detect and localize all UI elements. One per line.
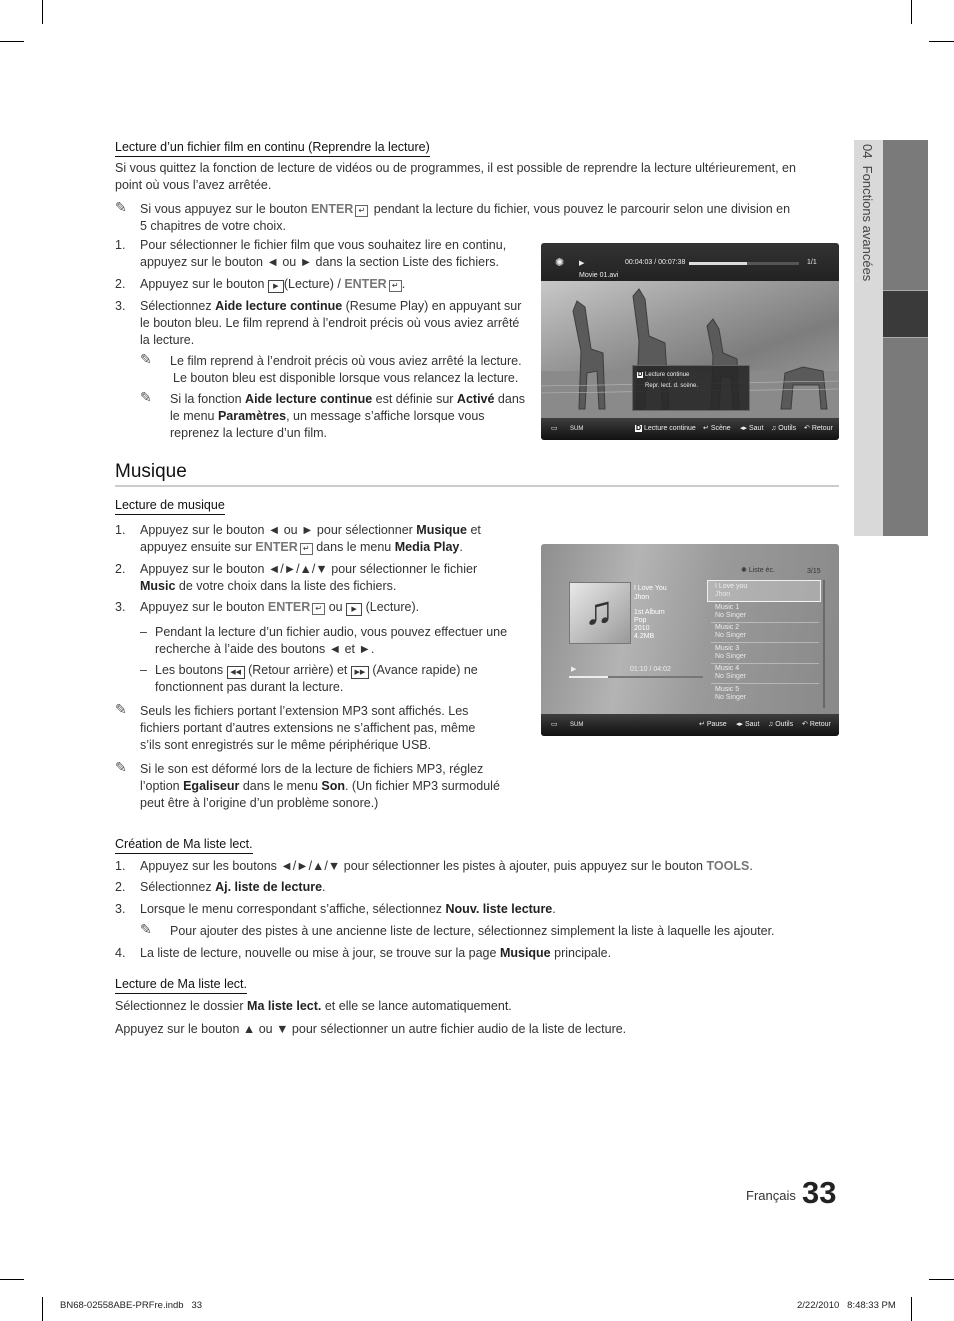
pause-button-legend[interactable]: ↵ Pause — [699, 721, 727, 728]
tools-button-legend[interactable]: ♫ Outils — [771, 425, 797, 432]
list-label: ✺ Liste éc. — [741, 567, 775, 574]
note-pencil-icon: ✎ — [115, 701, 127, 717]
step-number: 2. — [115, 277, 126, 291]
music-list-item-artist: No Singer — [715, 673, 747, 680]
return-button-legend[interactable]: ↶ Retour — [802, 721, 831, 728]
step-2: Appuyez sur le bouton ▶ (Lecture) / ENTER ↵ . — [140, 277, 406, 291]
section-heading-play-playlist: Lecture de Ma liste lect. — [115, 976, 247, 994]
note-equalizer: Si le son est déformé lors de la lecture de fichiers MP3, réglez l’option Egaliseur dans le menu Son. (Un fichier MP3 surmodulé peut être à l’origine d’un problème sonore.) — [140, 762, 500, 810]
music-list-item-artist: No Singer — [715, 693, 747, 701]
page-number: 33 — [802, 1175, 837, 1210]
list-separator — [711, 663, 819, 664]
step-number: 2. — [115, 880, 126, 894]
step-number: 3. — [115, 299, 126, 313]
video-time: 00:04:03 / 00:07:38 — [625, 259, 686, 266]
list-scrollbar[interactable] — [823, 580, 825, 708]
music-list-item-title[interactable]: I Love you — [715, 583, 748, 590]
music-page: 3/15 — [807, 568, 821, 575]
note-chapters: Si vous appuyez sur le bouton ENTER ↵ pendant la lecture du fichier, vous pouvez le parcourir selon une division en 5 chapitres de votre choix. — [140, 202, 791, 233]
music-list-item-title[interactable]: Music 3 — [715, 644, 740, 652]
play-state-icon: ▶ — [579, 260, 585, 267]
music-step-1: Appuyez sur le bouton ◄ ou ► pour sélectionner Musique et appuyez ensuite sur ENTER ↵ dans le menu Media Play. — [140, 523, 481, 554]
chapter-sidebar — [854, 140, 928, 536]
tools-button-legend[interactable]: ♫ Outils — [768, 721, 794, 728]
music-list-item-title[interactable]: Music 4 — [715, 665, 740, 672]
section-heading-music-playback: Lecture de musique — [115, 497, 225, 515]
step-number: 3. — [115, 902, 126, 916]
footer-language: Français — [746, 1188, 796, 1203]
music-list-item-title[interactable]: Music 1 — [715, 603, 740, 611]
footer-date: 2/22/2010 8:48:33 PM — [797, 1300, 896, 1311]
music-time: 01:10 / 04:02 — [630, 666, 671, 673]
music-list-item-artist: Jhon — [715, 591, 731, 598]
video-player-screenshot — [541, 243, 839, 440]
resume-popup: D Lecture continue Repr. lect. d. scène. — [632, 365, 750, 411]
list-separator — [711, 642, 819, 643]
crop-mark — [911, 1297, 912, 1321]
usb-icon: ▭ — [551, 721, 558, 728]
music-list-item-artist: No Singer — [715, 611, 747, 619]
video-control-bar — [541, 418, 839, 440]
create-step-4: La liste de lecture, nouvelle ou mise à jour, se trouve sur la page Musique principale. — [140, 946, 612, 960]
music-list-item-title[interactable]: Music 5 — [715, 685, 740, 693]
intro-text: Si vous quittez la fonction de lecture de vidéos ou de programmes, il est possible de reprendre la lecture ultérieurement, en point où vous l’avez arrêtée. — [115, 161, 796, 192]
section-title-musique: Musique — [115, 461, 187, 482]
section-heading-resume: Lecture d’un fichier film en continu (Reprendre la lecture) — [115, 139, 430, 157]
note-resume: Le film reprend à l’endroit précis où vous aviez arrêté la lecture. Le bouton bleu est disponible lorsque vous relancez la lecture. — [170, 354, 522, 385]
music-step-3: Appuyez sur le bouton ENTER ↵ ou ▶ (Lecture). — [140, 600, 420, 614]
skip-button-legend[interactable]: ◂▸ Saut — [740, 425, 764, 432]
section-heading-create-playlist: Création de Ma liste lect. — [115, 836, 253, 854]
note-pencil-icon: ✎ — [140, 921, 152, 937]
music-player-screenshot — [541, 544, 839, 736]
step-number: 3. — [115, 600, 126, 614]
chapter-label: 04 Fonctions avancées — [860, 144, 875, 282]
create-step-2: Sélectionnez Aj. liste de lecture. — [140, 880, 326, 894]
create-step-1: Appuyez sur les boutons ◄/►/▲/▼ pour sélectionner les pistes à ajouter, puis appuyez sur le bouton TOOLS. — [140, 859, 753, 873]
footer-file-info: BN68-02558ABE-PRFre.indb 33 — [60, 1300, 203, 1311]
step-3: Sélectionnez Aide lecture continue (Resume Play) en appuyant sur le bouton bleu. Le film reprend à l’endroit précis où vous aviez arrêté la lecture. — [140, 299, 522, 347]
crop-mark — [929, 1279, 954, 1280]
play-icon: ▶ — [346, 603, 362, 616]
list-separator — [711, 601, 819, 602]
tv-logo-icon: ✺ — [555, 257, 565, 269]
music-detail-2: Les boutons ◀◀ (Retour arrière) et ▶▶ (Avance rapide) ne fonctionnent pas durant la lecture. — [155, 663, 478, 694]
crop-mark — [0, 1279, 24, 1280]
video-progress-fill — [689, 262, 747, 265]
crop-mark — [929, 41, 954, 42]
enter-icon: ↵ — [355, 205, 368, 217]
video-progress-track — [689, 262, 799, 265]
crop-mark — [42, 0, 43, 24]
music-list-item-artist: No Singer — [715, 632, 747, 639]
step-number: 4. — [115, 946, 126, 960]
note-pencil-icon: ✎ — [115, 199, 127, 215]
note-mp3-only: Seuls les fichiers portant l’extension MP3 sont affichés. Les fichiers portant d’autres extensions ne s’affichent pas, même s’ils sont enregistrés sur le même périphérique USB. — [140, 704, 476, 752]
note-pencil-icon: ✎ — [115, 759, 127, 775]
music-progress-fill — [569, 676, 608, 678]
dash-bullet: – — [140, 625, 147, 639]
crop-mark — [0, 41, 24, 42]
song-genre: Pop — [634, 617, 647, 624]
play-icon: ▶ — [268, 280, 284, 293]
title-rule — [115, 485, 839, 487]
song-artist: Jhon — [634, 594, 650, 601]
music-list-item-artist: No Singer — [715, 652, 747, 660]
usb-icon: ▭ — [551, 425, 558, 432]
music-list-item-title[interactable]: Music 2 — [715, 624, 740, 631]
song-album: 1st Album — [634, 609, 665, 616]
album-art — [569, 582, 631, 644]
crop-mark — [42, 1297, 43, 1321]
skip-button-legend[interactable]: ◂▸ Saut — [736, 721, 760, 728]
enter-icon: ↵ — [312, 603, 325, 615]
list-separator — [711, 622, 819, 623]
step-1: Pour sélectionner le fichier film que vous souhaitez lire en continu, appuyez sur le bouton ◄ ou ► dans la section Liste des fichiers. — [140, 238, 507, 269]
song-title: I Love You — [634, 585, 667, 592]
step-number: 1. — [115, 523, 126, 537]
list-separator — [711, 683, 819, 684]
step-number: 2. — [115, 562, 126, 576]
music-control-bar — [541, 714, 839, 736]
music-progress-track — [569, 676, 703, 678]
song-size: 4.2MB — [634, 633, 655, 640]
device-label: SUM — [570, 426, 584, 432]
enter-icon: ↵ — [300, 543, 313, 555]
device-label: SUM — [570, 722, 584, 728]
return-button-legend[interactable]: ↶ Retour — [804, 425, 833, 432]
create-step-3: Lorsque le menu correspondant s’affiche, sélectionnez Nouv. liste lecture. — [140, 902, 556, 916]
enter-icon: ↵ — [389, 280, 402, 292]
video-page: 1/1 — [807, 259, 817, 266]
step-number: 1. — [115, 238, 126, 252]
d-button-legend[interactable]: D Lecture continue — [636, 425, 696, 432]
note-pencil-icon: ✎ — [140, 351, 152, 367]
music-detail-1: Pendant la lecture d’un fichier audio, vous pouvez effectuer une recherche à l’aide des boutons ◄ et ►. — [155, 625, 508, 656]
note-settings: Si la fonction Aide lecture continue est définie sur Activé dans le menu Paramètres, un message s’affiche lorsque vous reprenez la lecture d’un film. — [170, 392, 526, 440]
music-note-icon: ♫ — [584, 589, 614, 633]
music-step-2: Appuyez sur le bouton ◄/►/▲/▼ pour sélectionner le fichier Music de votre choix dans la liste des fichiers. — [140, 562, 478, 593]
dash-bullet: – — [140, 663, 147, 677]
note-add-to-playlist: Pour ajouter des pistes à une ancienne liste de lecture, sélectionnez simplement la liste à laquelle les ajouter. — [170, 924, 775, 938]
note-pencil-icon: ✎ — [140, 389, 152, 405]
video-filename: Movie 01.avi — [579, 272, 619, 279]
playlist-paragraph-2: Appuyez sur le bouton ▲ ou ▼ pour sélectionner un autre fichier audio de la liste de lecture. — [115, 1022, 627, 1036]
fast-forward-icon: ▶▶ — [351, 666, 369, 679]
step-number: 1. — [115, 859, 126, 873]
song-year: 2010 — [634, 625, 650, 632]
scene-button-legend[interactable]: ↵ Scène — [703, 425, 731, 432]
crop-mark — [911, 0, 912, 24]
rewind-icon: ◀◀ — [227, 666, 245, 679]
playlist-paragraph-1: Sélectionnez le dossier Ma liste lect. et elle se lance automatiquement. — [115, 999, 512, 1013]
play-state-icon: ▶ — [571, 666, 577, 673]
